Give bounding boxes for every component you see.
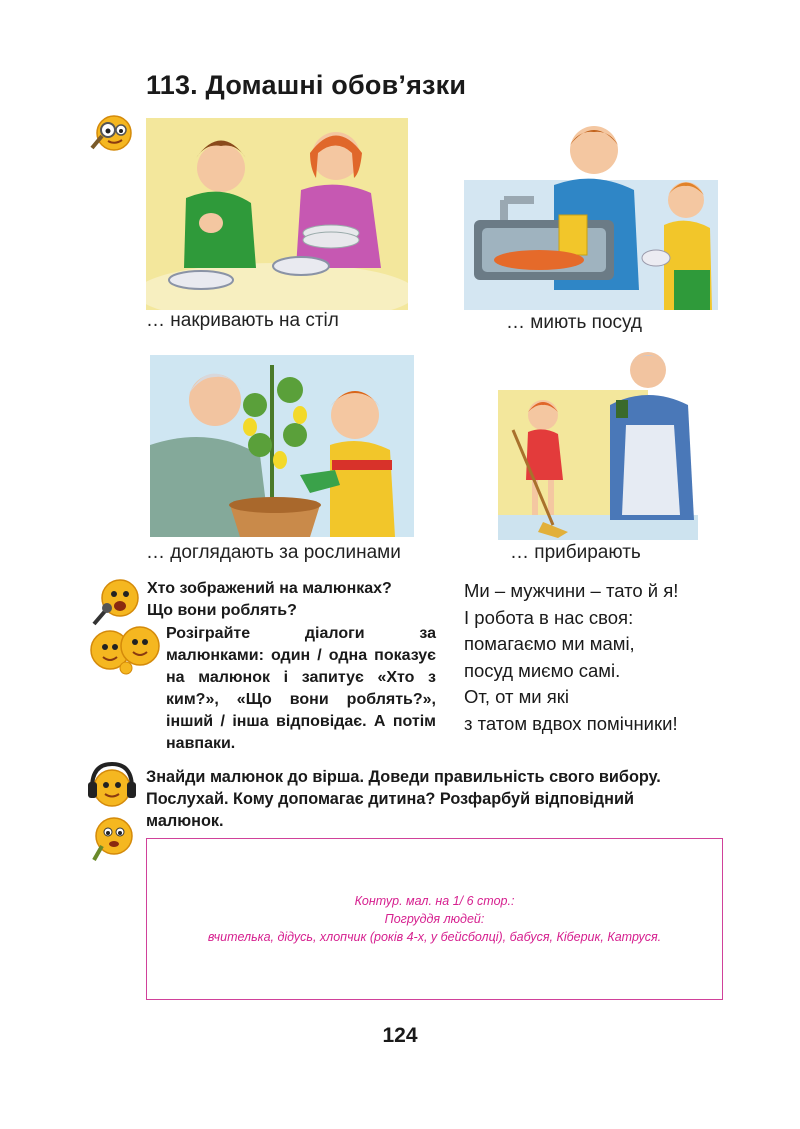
drawing-placeholder-frame <box>146 838 723 1000</box>
poem <box>464 578 678 737</box>
question-dialogue: Розіграйте діалоги за малюнками: один / одна показує на малюнок і запитує «Хто з ким?», «Що вони роблять?», інший / інша відповідає. А потім навпаки. <box>166 625 436 752</box>
pencil-emoji-icon <box>88 812 138 864</box>
question-who-line2: Що вони роблять? <box>147 602 297 619</box>
page-title: 113. Домашні обов’язки <box>146 70 467 100</box>
placeholder-line1: Контур. мал. на 1/ 6 стор.: <box>354 894 515 908</box>
magnifier-emoji-icon <box>86 108 140 158</box>
poem-line: посуд миємо самі. <box>464 659 621 681</box>
caption-clean-up: … прибирають <box>510 542 641 563</box>
poem-line: помагаємо ми мамі, <box>464 633 635 654</box>
illustration-set-table <box>146 118 408 310</box>
illustration-clean-up <box>498 340 698 540</box>
poem-line: Ми – мужчини – тато й я! <box>464 580 679 601</box>
task-line3: малюнок. <box>146 812 224 830</box>
page-number: 124 <box>382 1024 418 1047</box>
task-line1: Знайди малюнок до вірша. Доведи правильність свого вибору. <box>146 768 661 786</box>
poem-line: І робота в нас своя: <box>464 606 634 628</box>
question-who <box>147 578 447 622</box>
placeholder-line3: вчителька, дідусь, хлопчик (років 4-х, у бейсболці), бабуся, Кіберик, Катруся. <box>207 930 662 944</box>
illustration-care-plants <box>150 345 414 537</box>
caption-care-plants: … доглядають за рослинами <box>146 542 401 563</box>
illustration-wash-dishes <box>464 110 718 310</box>
headphones-emoji-icon <box>86 762 138 810</box>
poem-line: з татом вдвох помічники! <box>464 712 678 734</box>
task-line2: Послухай. Кому допомагає дитина? Розфарбуй відповідний <box>146 790 634 808</box>
question-who-line1: Хто зображений на малюнках? <box>147 580 392 597</box>
task-instructions <box>146 766 756 832</box>
caption-wash-dishes: … миють посуд <box>506 312 642 333</box>
dialogue-emoji-icon <box>88 620 164 676</box>
poem-line: От, от ми які <box>464 686 570 707</box>
caption-set-table: … накривають на стіл <box>146 310 339 331</box>
placeholder-line2: Погруддя людей: <box>384 912 485 926</box>
